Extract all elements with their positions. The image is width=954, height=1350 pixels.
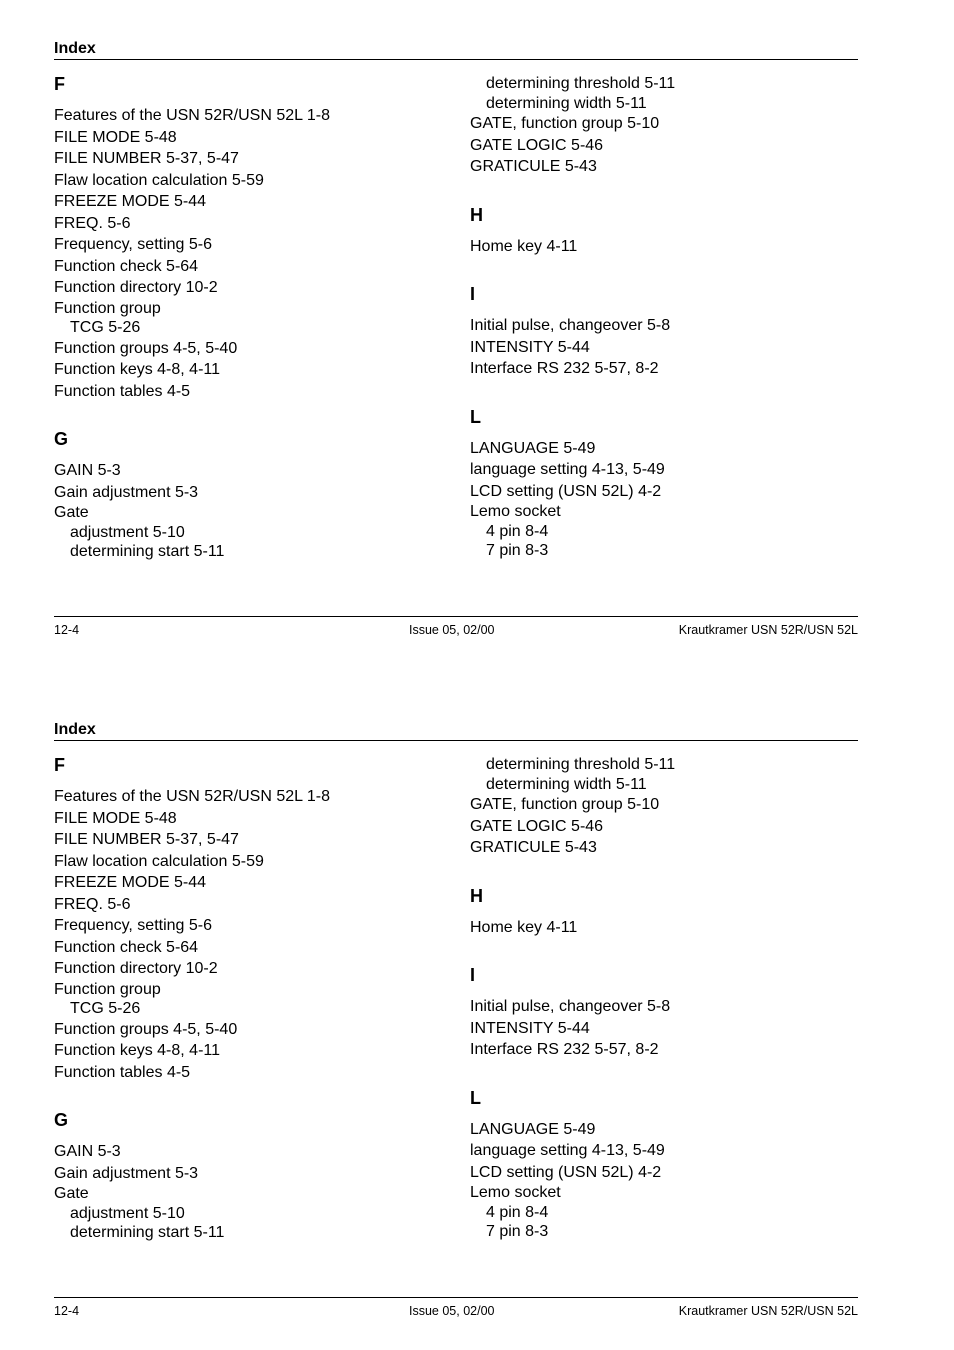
- index-subentry: determining threshold 5-11: [486, 756, 676, 773]
- footer-product: Krautkramer USN 52R/USN 52L: [678, 623, 858, 637]
- index-entry: Function tables 4-5: [54, 1063, 191, 1081]
- index-subentry: 4 pin 8-4: [486, 522, 549, 540]
- section-i: [470, 963, 860, 1061]
- index-subentry: determining start 5-11: [70, 1224, 225, 1241]
- index-entry: FILE MODE 5-48: [54, 128, 177, 146]
- footer-issue: Issue 05, 02/00: [409, 623, 495, 637]
- section-g: [54, 427, 444, 562]
- index-entry: Function check 5-64: [54, 938, 199, 956]
- section-letter-g: G: [54, 1110, 69, 1130]
- index-entry: Function directory 10-2: [54, 279, 218, 296]
- index-entry: Function group: [54, 980, 161, 998]
- footer-page-number: 12-4: [54, 623, 80, 637]
- index-entry: GATE, function group 5-10: [470, 115, 660, 132]
- index-subentry: adjustment 5-10: [70, 1204, 185, 1222]
- index-entry: FILE NUMBER 5-37, 5-47: [54, 150, 239, 167]
- index-entry: Initial pulse, changeover 5-8: [470, 317, 671, 334]
- index-entry: FREEZE MODE 5-44: [54, 874, 207, 891]
- index-subentry: TCG 5-26: [70, 1000, 141, 1017]
- index-entry: Function tables 4-5: [54, 382, 191, 400]
- index-entry: LCD setting (USN 52L) 4-2: [470, 482, 662, 500]
- section-f: [54, 753, 444, 1083]
- section-letter-h: H: [470, 204, 483, 225]
- index-subentry: determining threshold 5-11: [486, 75, 676, 92]
- left-column: [54, 753, 444, 1243]
- footer-issue: Issue 05, 02/00: [409, 1304, 495, 1318]
- index-entry: INTENSITY 5-44: [470, 338, 590, 356]
- section-letter-f: F: [54, 755, 65, 775]
- index-entry: Function groups 4-5, 5-40: [54, 339, 238, 357]
- page-title: Index: [54, 721, 96, 738]
- index-entry: GRATICULE 5-43: [470, 158, 597, 175]
- footer-rule: [54, 1297, 858, 1298]
- section-h: [470, 203, 860, 258]
- section-l: [470, 405, 860, 561]
- right-column: [470, 755, 860, 1242]
- section-l: [470, 1086, 860, 1242]
- index-entry: Function groups 4-5, 5-40: [54, 1020, 238, 1038]
- index-entry: Interface RS 232 5-57, 8-2: [470, 360, 659, 377]
- index-entry: Frequency, setting 5-6: [54, 917, 213, 934]
- index-entry: GATE LOGIC 5-46: [470, 817, 604, 835]
- section-g-continued: [470, 755, 860, 859]
- section-letter-g: G: [54, 429, 69, 449]
- index-entry: Function group: [54, 299, 161, 317]
- index-entry: Features of the USN 52R/USN 52L 1-8: [54, 788, 330, 805]
- index-entry: GAIN 5-3: [54, 1143, 121, 1160]
- index-entry: Lemo socket: [470, 1184, 561, 1201]
- index-subentry: adjustment 5-10: [70, 523, 185, 541]
- index-entry: Gain adjustment 5-3: [54, 483, 199, 501]
- index-subentry: determining start 5-11: [70, 543, 225, 560]
- index-entry: FILE MODE 5-48: [54, 809, 177, 827]
- right-column: [470, 74, 860, 561]
- index-entry: language setting 4-13, 5-49: [470, 461, 665, 478]
- footer-page-number: 12-4: [54, 1304, 80, 1318]
- index-entry: Lemo socket: [470, 503, 561, 520]
- header-rule: [54, 740, 858, 741]
- index-entry: GRATICULE 5-43: [470, 839, 597, 856]
- index-entry: Gain adjustment 5-3: [54, 1164, 199, 1182]
- page-title: Index: [54, 40, 96, 57]
- section-h: [470, 884, 860, 939]
- index-entry: Home key 4-11: [470, 237, 578, 255]
- section-g: [54, 1108, 444, 1243]
- index-entry: FREQ. 5-6: [54, 895, 131, 913]
- index-entry: LANGUAGE 5-49: [470, 1120, 596, 1138]
- index-page-bottom: [0, 681, 954, 1321]
- section-letter-l: L: [470, 1087, 481, 1108]
- index-entry: Features of the USN 52R/USN 52L 1-8: [54, 107, 330, 124]
- header-rule: [54, 59, 858, 60]
- index-entry: FREQ. 5-6: [54, 214, 131, 232]
- index-entry: LANGUAGE 5-49: [470, 439, 596, 457]
- index-entry: language setting 4-13, 5-49: [470, 1142, 665, 1159]
- index-entry: Function directory 10-2: [54, 960, 218, 977]
- index-entry: GATE LOGIC 5-46: [470, 136, 604, 154]
- index-entry: Function check 5-64: [54, 257, 199, 275]
- index-entry: Function keys 4-8, 4-11: [54, 361, 221, 378]
- index-entry: GATE, function group 5-10: [470, 796, 660, 813]
- index-entry: Home key 4-11: [470, 918, 578, 936]
- index-subentry: 7 pin 8-3: [486, 542, 549, 559]
- left-column: [54, 72, 444, 562]
- index-entry: Frequency, setting 5-6: [54, 236, 213, 253]
- index-entry: Function keys 4-8, 4-11: [54, 1042, 221, 1059]
- index-entry: Gate: [54, 504, 89, 521]
- index-entry: Initial pulse, changeover 5-8: [470, 998, 671, 1015]
- footer-rule: [54, 616, 858, 617]
- footer-product: Krautkramer USN 52R/USN 52L: [678, 1304, 858, 1318]
- section-i: [470, 282, 860, 380]
- section-letter-h: H: [470, 885, 483, 906]
- section-g-continued: [470, 74, 860, 178]
- index-entry: Flaw location calculation 5-59: [54, 852, 264, 870]
- index-subentry: 7 pin 8-3: [486, 1223, 549, 1240]
- index-entry: FREEZE MODE 5-44: [54, 193, 207, 210]
- section-letter-f: F: [54, 74, 65, 94]
- index-entry: INTENSITY 5-44: [470, 1019, 590, 1037]
- index-entry: Gate: [54, 1185, 89, 1202]
- index-page-top: [0, 0, 954, 640]
- index-subentry: determining width 5-11: [486, 775, 647, 793]
- index-entry: LCD setting (USN 52L) 4-2: [470, 1163, 662, 1181]
- index-entry: Interface RS 232 5-57, 8-2: [470, 1041, 659, 1058]
- index-subentry: 4 pin 8-4: [486, 1203, 549, 1221]
- section-letter-i: I: [470, 965, 476, 985]
- index-entry: Flaw location calculation 5-59: [54, 171, 264, 189]
- index-subentry: determining width 5-11: [486, 94, 647, 112]
- index-subentry: TCG 5-26: [70, 319, 141, 336]
- section-letter-i: I: [470, 284, 476, 304]
- section-f: [54, 72, 444, 402]
- index-entry: FILE NUMBER 5-37, 5-47: [54, 831, 239, 848]
- section-letter-l: L: [470, 406, 481, 427]
- index-entry: GAIN 5-3: [54, 462, 121, 479]
